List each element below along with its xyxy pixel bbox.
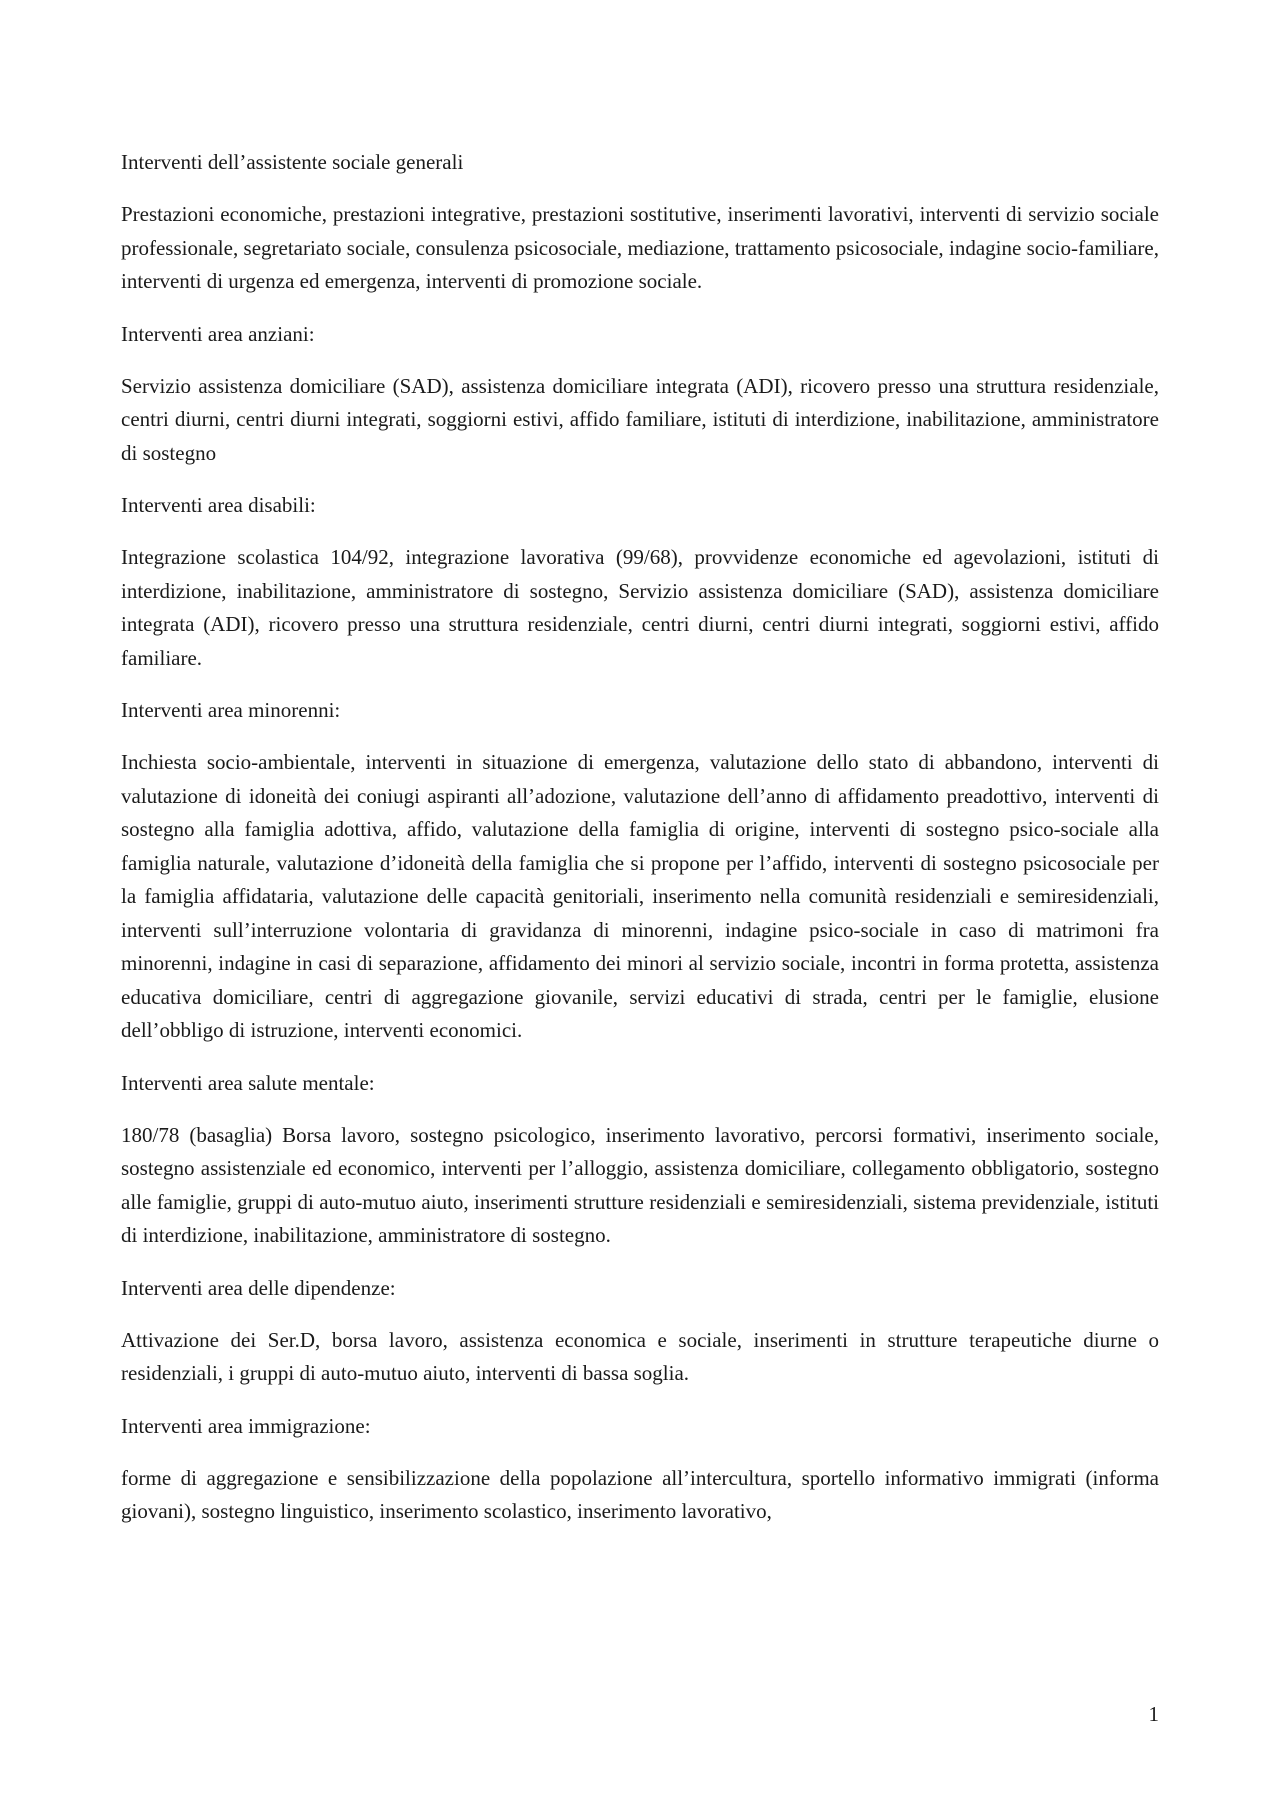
section-heading-immigrazione: Interventi area immigrazione: (121, 1413, 371, 1438)
section-heading-disabili: Interventi area disabili: (121, 493, 316, 517)
section-heading-salute-mentale: Interventi area salute mentale: (121, 1070, 375, 1095)
section-heading-dipendenze: Interventi area delle dipendenze: (121, 1275, 396, 1300)
document-page (121, 146, 1159, 1548)
section-heading-minorenni: Interventi area minorenni: (121, 698, 341, 722)
page-number: 1 (1148, 1702, 1159, 1726)
section-text-minorenni: Inchiesta socio-ambientale, interventi in situazione di emergenza, valutazione dello stato di abbandono, interventi di valutazione di idoneità dei coniugi aspiranti all’adozione, valutazione dell’anno di affidamento preadottivo, interventi di sostegno alla famiglia adottiva, affido, valutazione della famiglia di origine, interventi di sostegno psico-sociale alla famiglia naturale, valutazione d’idoneità della famiglia che si propone per l’affido, interventi di sostegno psicosociale per la famiglia affidataria, valutazione delle capacità genitoriali, inserimento nella comunità residenziali e semiresidenziali, interventi sull’interruzione volontaria di gravidanza di minorenni, indagine psico-sociale in caso di matrimoni fra minorenni, indagine in casi di separazione, affidamento dei minori al servizio sociale, incontri in forma protetta, assistenza educativa domiciliare, centri di aggregazione giovanile, servizi educativi di strada, centri per le famiglie, elusione dell’obbligo di istruzione, interventi economici. (121, 750, 1159, 1042)
section-heading-generali: Interventi dell’assistente sociale generali (121, 150, 464, 174)
section-text-anziani: Servizio assistenza domiciliare (SAD), assistenza domiciliare integrata (ADI), ricovero presso una struttura residenziale, centri diurni, centri diurni integrati, soggiorni estivi, affido familiare, istituti di interdizione, inabilitazione, amministratore di sostegno (121, 373, 1159, 465)
section-text-disabili: Integrazione scolastica 104/92, integrazione lavorativa (99/68), provvidenze economiche ed agevolazioni, istituti di interdizione, inabilitazione, amministratore di sostegno, Servizio assistenza domiciliare (SAD), assistenza domiciliare integrata (ADI), ricovero presso una struttura residenziale, centri diurni, centri diurni integrati, soggiorni estivi, affido familiare. (121, 545, 1159, 670)
section-text-generali: Prestazioni economiche, prestazioni integrative, prestazioni sostitutive, inserimenti lavorativi, interventi di servizio sociale professionale, segretariato sociale, consulenza psicosociale, mediazione, trattamento psicosociale, indagine socio-familiare, interventi di urgenza ed emergenza, interventi di promozione sociale. (121, 202, 1159, 293)
section-text-dipendenze: Attivazione dei Ser.D, borsa lavoro, assistenza economica e sociale, inserimenti in strutture terapeutiche diurne o residenziali, i gruppi di auto-mutuo aiuto, interventi di bassa soglia. (121, 1327, 1159, 1385)
section-text-immigrazione: forme di aggregazione e sensibilizzazione della popolazione all’intercultura, sportello informativo immigrati (informa giovani), sostegno linguistico, inserimento scolastico, inserimento lavorativo, (121, 1465, 1159, 1523)
section-text-salute-mentale: 180/78 (basaglia) Borsa lavoro, sostegno psicologico, inserimento lavorativo, percorsi formativi, inserimento sociale, sostegno assistenziale ed economico, interventi per l’alloggio, assistenza domiciliare, collegamento obbligatorio, sostegno alle famiglie, gruppi di auto-mutuo aiuto, inserimenti strutture residenziali e semiresidenziali, sistema previdenziale, istituti di interdizione, inabilitazione, amministratore di sostegno. (121, 1122, 1159, 1247)
section-heading-anziani: Interventi area anziani: (121, 321, 315, 346)
